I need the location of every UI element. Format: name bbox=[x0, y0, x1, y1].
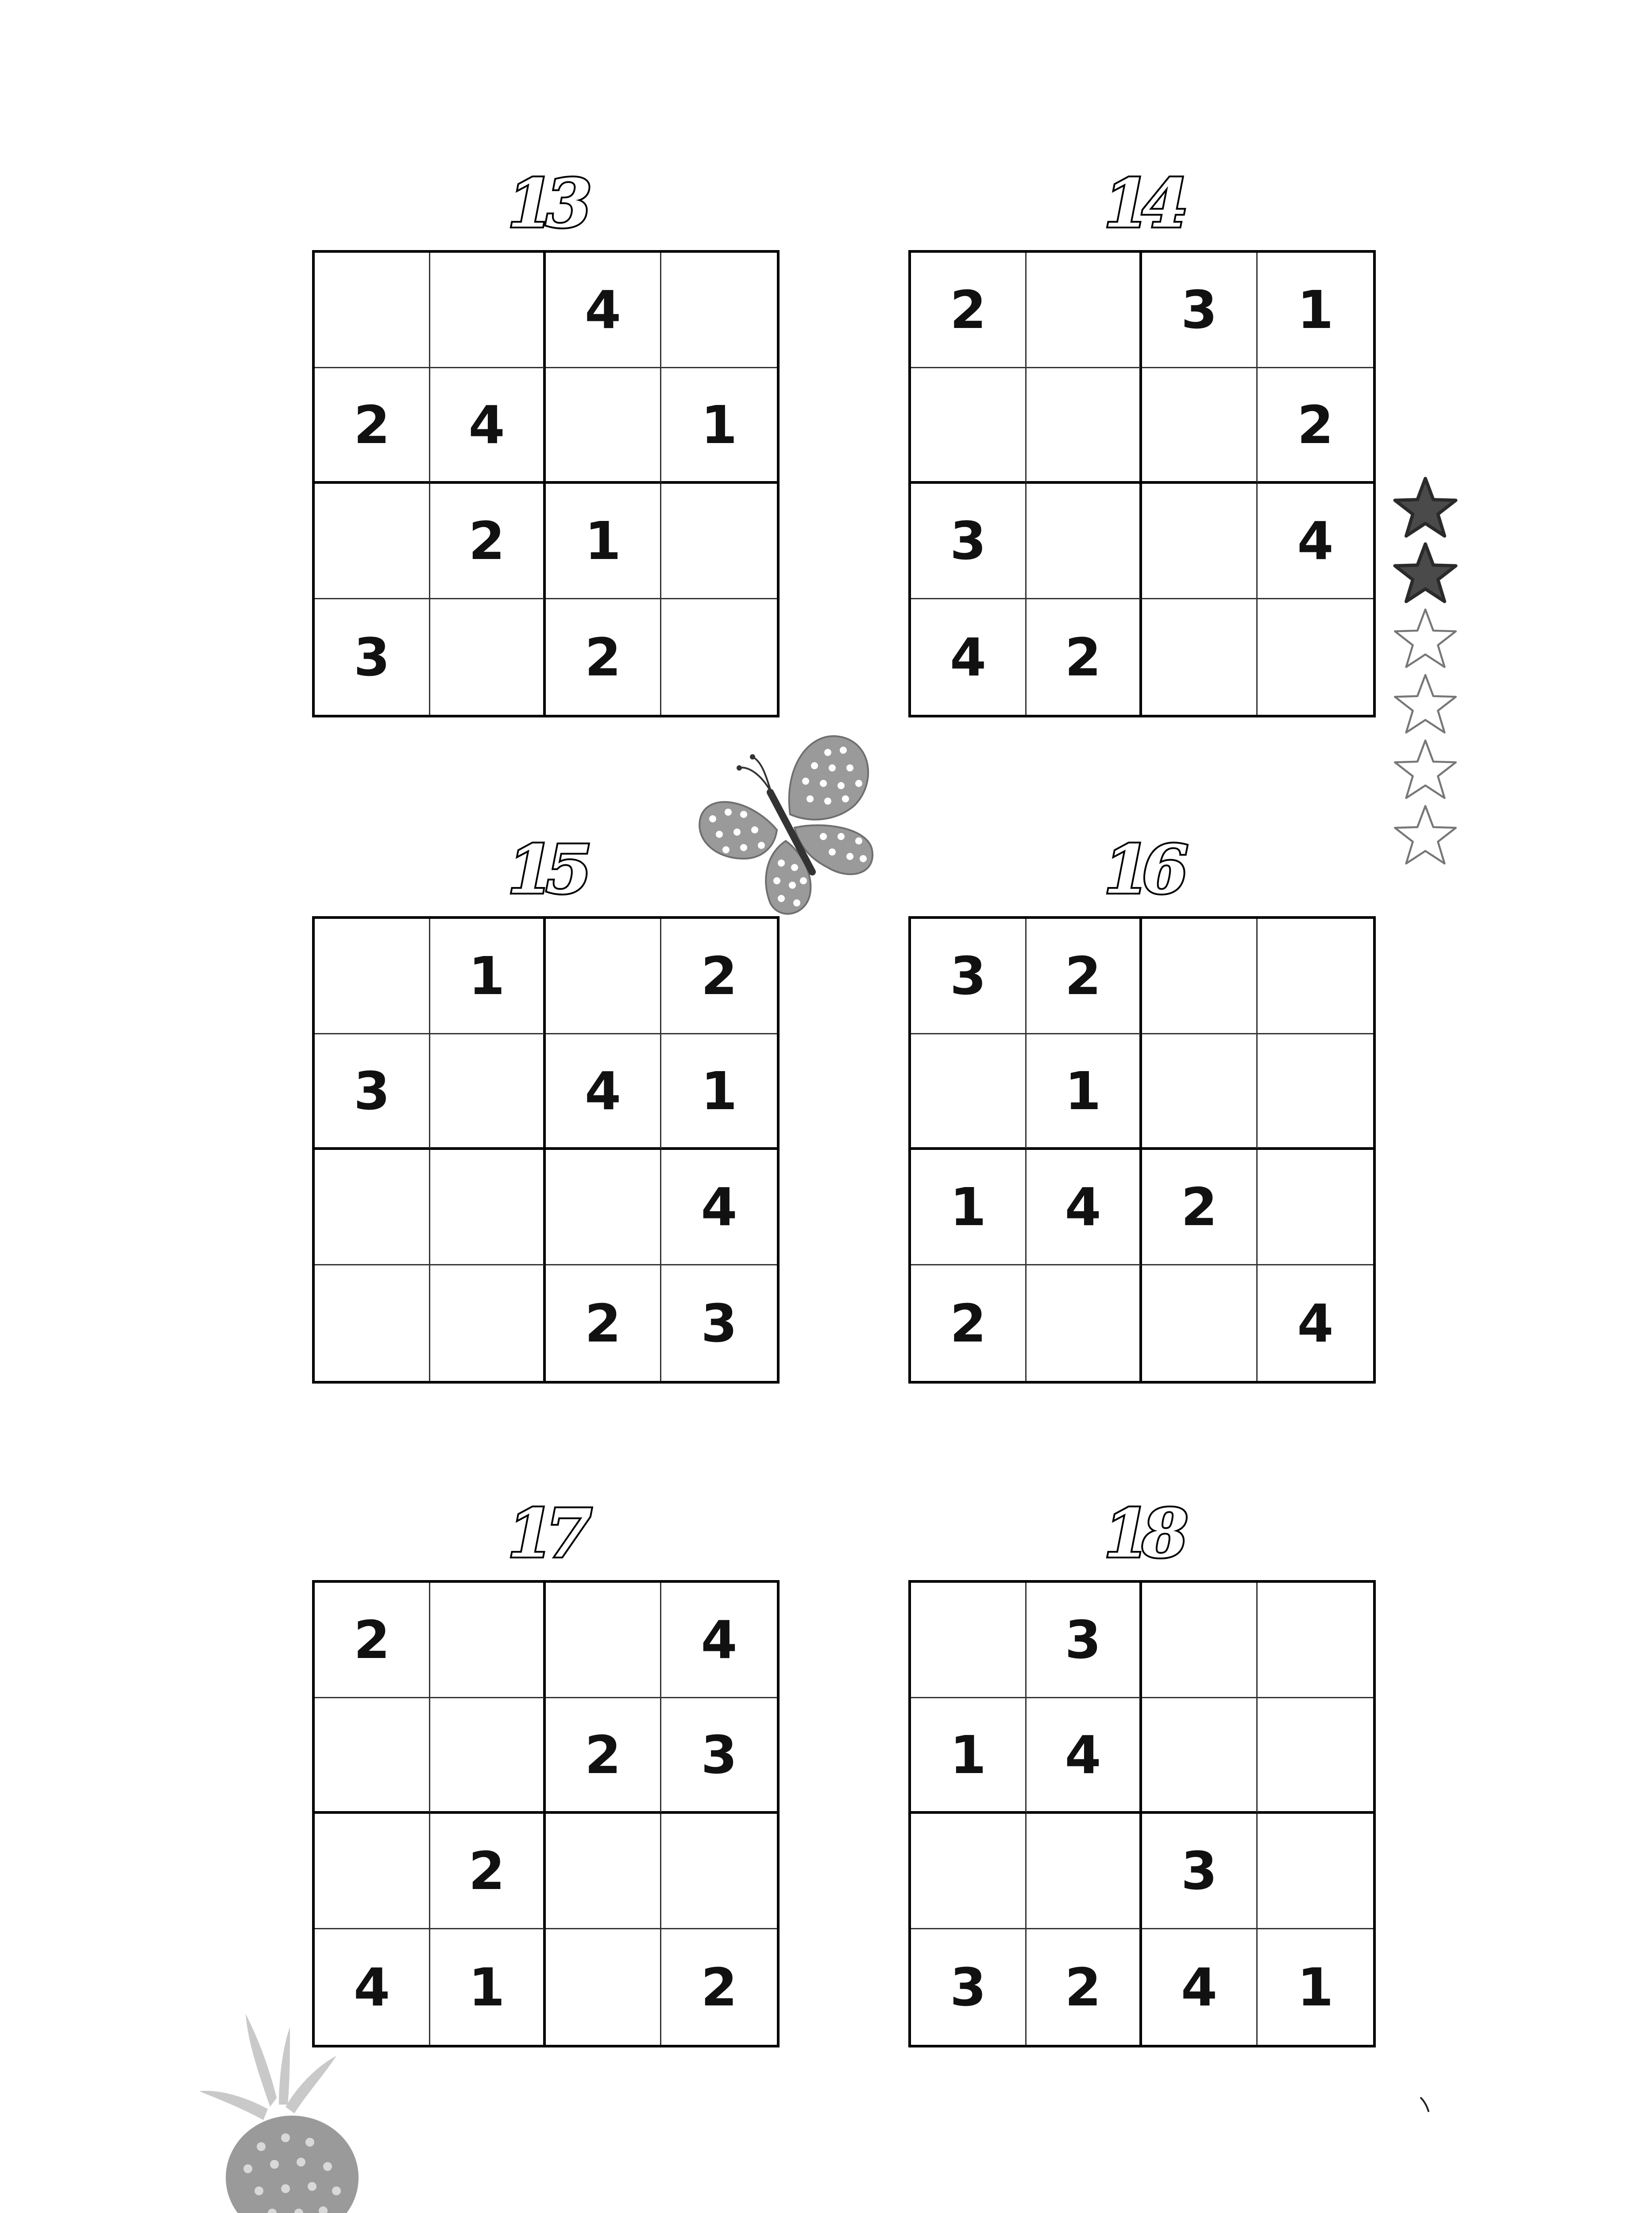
puzzle-number: 13 bbox=[507, 165, 584, 243]
sudoku-cell[interactable]: 1 bbox=[661, 368, 777, 484]
sudoku-cell[interactable]: 2 bbox=[546, 599, 661, 715]
sudoku-cell[interactable]: 3 bbox=[315, 599, 430, 715]
sudoku-cell[interactable]: 1 bbox=[430, 1929, 546, 2045]
sudoku-cell[interactable] bbox=[315, 484, 430, 599]
sudoku-cell[interactable] bbox=[911, 1583, 1027, 1698]
sudoku-cell[interactable]: 2 bbox=[315, 368, 430, 484]
sudoku-grid bbox=[312, 916, 780, 1384]
sudoku-cell[interactable] bbox=[911, 1814, 1027, 1929]
pineapple-icon bbox=[195, 2009, 372, 2213]
sudoku-cell[interactable] bbox=[1142, 1583, 1258, 1698]
sudoku-cell[interactable]: 3 bbox=[1142, 253, 1258, 368]
sudoku-grid bbox=[312, 250, 780, 717]
sudoku-cell[interactable] bbox=[430, 1150, 546, 1265]
sudoku-cell[interactable] bbox=[546, 1814, 661, 1929]
sudoku-cell[interactable]: 3 bbox=[1142, 1814, 1258, 1929]
sudoku-cell[interactable]: 2 bbox=[911, 253, 1027, 368]
sudoku-cell[interactable] bbox=[1142, 368, 1258, 484]
sudoku-cell[interactable]: 4 bbox=[546, 1034, 661, 1150]
puzzle-number: 14 bbox=[1104, 165, 1181, 243]
sudoku-cell[interactable]: 3 bbox=[911, 1929, 1027, 2045]
sudoku-grid bbox=[908, 250, 1376, 717]
sudoku-cell[interactable] bbox=[1142, 1698, 1258, 1814]
sudoku-cell[interactable] bbox=[1258, 1034, 1373, 1150]
puzzle-14 bbox=[908, 165, 1376, 717]
sudoku-cell[interactable] bbox=[1258, 1698, 1373, 1814]
sudoku-cell[interactable]: 4 bbox=[1027, 1150, 1142, 1265]
sudoku-cell[interactable] bbox=[1258, 1150, 1373, 1265]
sudoku-cell[interactable] bbox=[1027, 1814, 1142, 1929]
sudoku-cell[interactable] bbox=[1027, 1265, 1142, 1381]
sudoku-cell[interactable] bbox=[911, 368, 1027, 484]
sudoku-cell[interactable] bbox=[661, 599, 777, 715]
sudoku-cell[interactable]: 4 bbox=[1297, 1292, 1334, 1354]
sudoku-cell[interactable]: 1 bbox=[1258, 253, 1373, 368]
sudoku-cell[interactable] bbox=[661, 253, 777, 368]
sudoku-cell[interactable]: 3 bbox=[1027, 1583, 1142, 1698]
sudoku-cell[interactable]: 1 bbox=[546, 484, 661, 599]
sudoku-cell[interactable]: 4 bbox=[315, 1929, 430, 2045]
sudoku-cell[interactable]: 2 bbox=[430, 1814, 546, 1929]
sudoku-cell[interactable] bbox=[315, 1265, 430, 1381]
sudoku-cell[interactable]: 2 bbox=[1027, 1929, 1142, 2045]
star-empty-icon bbox=[1392, 738, 1459, 801]
sudoku-cell[interactable]: 1 bbox=[1297, 1956, 1334, 2018]
sudoku-cell[interactable] bbox=[1027, 253, 1142, 368]
sudoku-cell[interactable]: 4 bbox=[430, 368, 546, 484]
puzzle-number: 16 bbox=[1104, 831, 1181, 909]
sudoku-grid bbox=[908, 1580, 1376, 2047]
sudoku-cell[interactable]: 2 bbox=[911, 1265, 1027, 1381]
sudoku-cell[interactable] bbox=[315, 1698, 430, 1814]
sudoku-cell[interactable]: 2 bbox=[1027, 599, 1142, 715]
star-filled-icon bbox=[1392, 541, 1459, 604]
sudoku-grid bbox=[908, 916, 1376, 1384]
sudoku-cell[interactable] bbox=[1258, 599, 1373, 715]
sudoku-cell[interactable]: 1 bbox=[661, 1034, 777, 1150]
sudoku-cell[interactable]: 4 bbox=[546, 253, 661, 368]
sudoku-cell[interactable]: 2 bbox=[1142, 1150, 1258, 1265]
sudoku-cell[interactable] bbox=[315, 919, 430, 1034]
puzzle-15 bbox=[312, 831, 780, 1384]
sudoku-cell[interactable] bbox=[1258, 1583, 1373, 1698]
sudoku-cell[interactable] bbox=[430, 599, 546, 715]
sudoku-cell[interactable] bbox=[546, 368, 661, 484]
ink-mark-icon bbox=[1419, 2096, 1432, 2113]
sudoku-cell[interactable] bbox=[1142, 919, 1258, 1034]
sudoku-cell[interactable]: 4 bbox=[1258, 484, 1373, 599]
sudoku-grid bbox=[312, 1580, 780, 2047]
sudoku-cell[interactable] bbox=[546, 919, 661, 1034]
sudoku-cell[interactable] bbox=[430, 1583, 546, 1698]
puzzle-number: 15 bbox=[507, 831, 584, 909]
sudoku-cell[interactable] bbox=[1027, 484, 1142, 599]
sudoku-cell[interactable] bbox=[1027, 368, 1142, 484]
sudoku-cell[interactable] bbox=[1142, 599, 1258, 715]
sudoku-cell[interactable]: 2 bbox=[546, 1698, 661, 1814]
sudoku-cell[interactable]: 3 bbox=[315, 1034, 430, 1150]
sudoku-cell[interactable]: 3 bbox=[701, 1292, 737, 1354]
puzzle-16 bbox=[908, 831, 1376, 1384]
sudoku-cell[interactable]: 2 bbox=[1258, 368, 1373, 484]
sudoku-cell[interactable]: 2 bbox=[701, 1956, 737, 2018]
sudoku-cell[interactable] bbox=[430, 253, 546, 368]
star-filled-icon bbox=[1392, 476, 1459, 539]
sudoku-cell[interactable] bbox=[430, 1265, 546, 1381]
sudoku-cell[interactable]: 2 bbox=[661, 919, 777, 1034]
sudoku-cell[interactable] bbox=[546, 1150, 661, 1265]
sudoku-cell[interactable] bbox=[315, 253, 430, 368]
star-empty-icon bbox=[1392, 803, 1459, 866]
sudoku-cell[interactable] bbox=[430, 1034, 546, 1150]
sudoku-cell[interactable] bbox=[1142, 1034, 1258, 1150]
sudoku-cell[interactable] bbox=[546, 1583, 661, 1698]
sudoku-cell[interactable]: 2 bbox=[546, 1265, 661, 1381]
sudoku-cell[interactable]: 3 bbox=[911, 484, 1027, 599]
puzzle-number: 18 bbox=[1104, 1495, 1181, 1573]
sudoku-cell[interactable]: 1 bbox=[430, 919, 546, 1034]
sudoku-cell[interactable] bbox=[1258, 919, 1373, 1034]
puzzle-17 bbox=[312, 1495, 780, 2047]
sudoku-cell[interactable]: 2 bbox=[315, 1583, 430, 1698]
sudoku-cell[interactable]: 4 bbox=[661, 1150, 777, 1265]
sudoku-cell[interactable] bbox=[315, 1814, 430, 1929]
puzzle-13 bbox=[312, 165, 780, 717]
sudoku-cell[interactable] bbox=[430, 1698, 546, 1814]
sudoku-cell[interactable] bbox=[1258, 1814, 1373, 1929]
sudoku-cell[interactable]: 4 bbox=[661, 1583, 777, 1698]
star-empty-icon bbox=[1392, 607, 1459, 670]
sudoku-cell[interactable] bbox=[1142, 484, 1258, 599]
butterfly-icon bbox=[695, 726, 881, 921]
difficulty-rating bbox=[1392, 476, 1459, 869]
sudoku-cell[interactable] bbox=[1142, 1265, 1258, 1381]
sudoku-cell[interactable] bbox=[661, 1814, 777, 1929]
sudoku-cell[interactable]: 1 bbox=[911, 1150, 1027, 1265]
star-empty-icon bbox=[1392, 672, 1459, 735]
sudoku-cell[interactable] bbox=[661, 484, 777, 599]
sudoku-cell[interactable]: 4 bbox=[911, 599, 1027, 715]
sudoku-cell[interactable]: 1 bbox=[911, 1698, 1027, 1814]
sudoku-cell[interactable]: 2 bbox=[430, 484, 546, 599]
sudoku-cell[interactable]: 3 bbox=[661, 1698, 777, 1814]
sudoku-cell[interactable]: 2 bbox=[1027, 919, 1142, 1034]
sudoku-cell[interactable] bbox=[911, 1034, 1027, 1150]
puzzle-18 bbox=[908, 1495, 1376, 2047]
puzzle-number: 17 bbox=[507, 1495, 584, 1573]
sudoku-cell[interactable] bbox=[546, 1929, 661, 2045]
sudoku-cell[interactable] bbox=[315, 1150, 430, 1265]
sudoku-cell[interactable]: 1 bbox=[1027, 1034, 1142, 1150]
sudoku-cell[interactable]: 4 bbox=[1142, 1929, 1258, 2045]
sudoku-cell[interactable]: 3 bbox=[911, 919, 1027, 1034]
sudoku-cell[interactable]: 4 bbox=[1027, 1698, 1142, 1814]
